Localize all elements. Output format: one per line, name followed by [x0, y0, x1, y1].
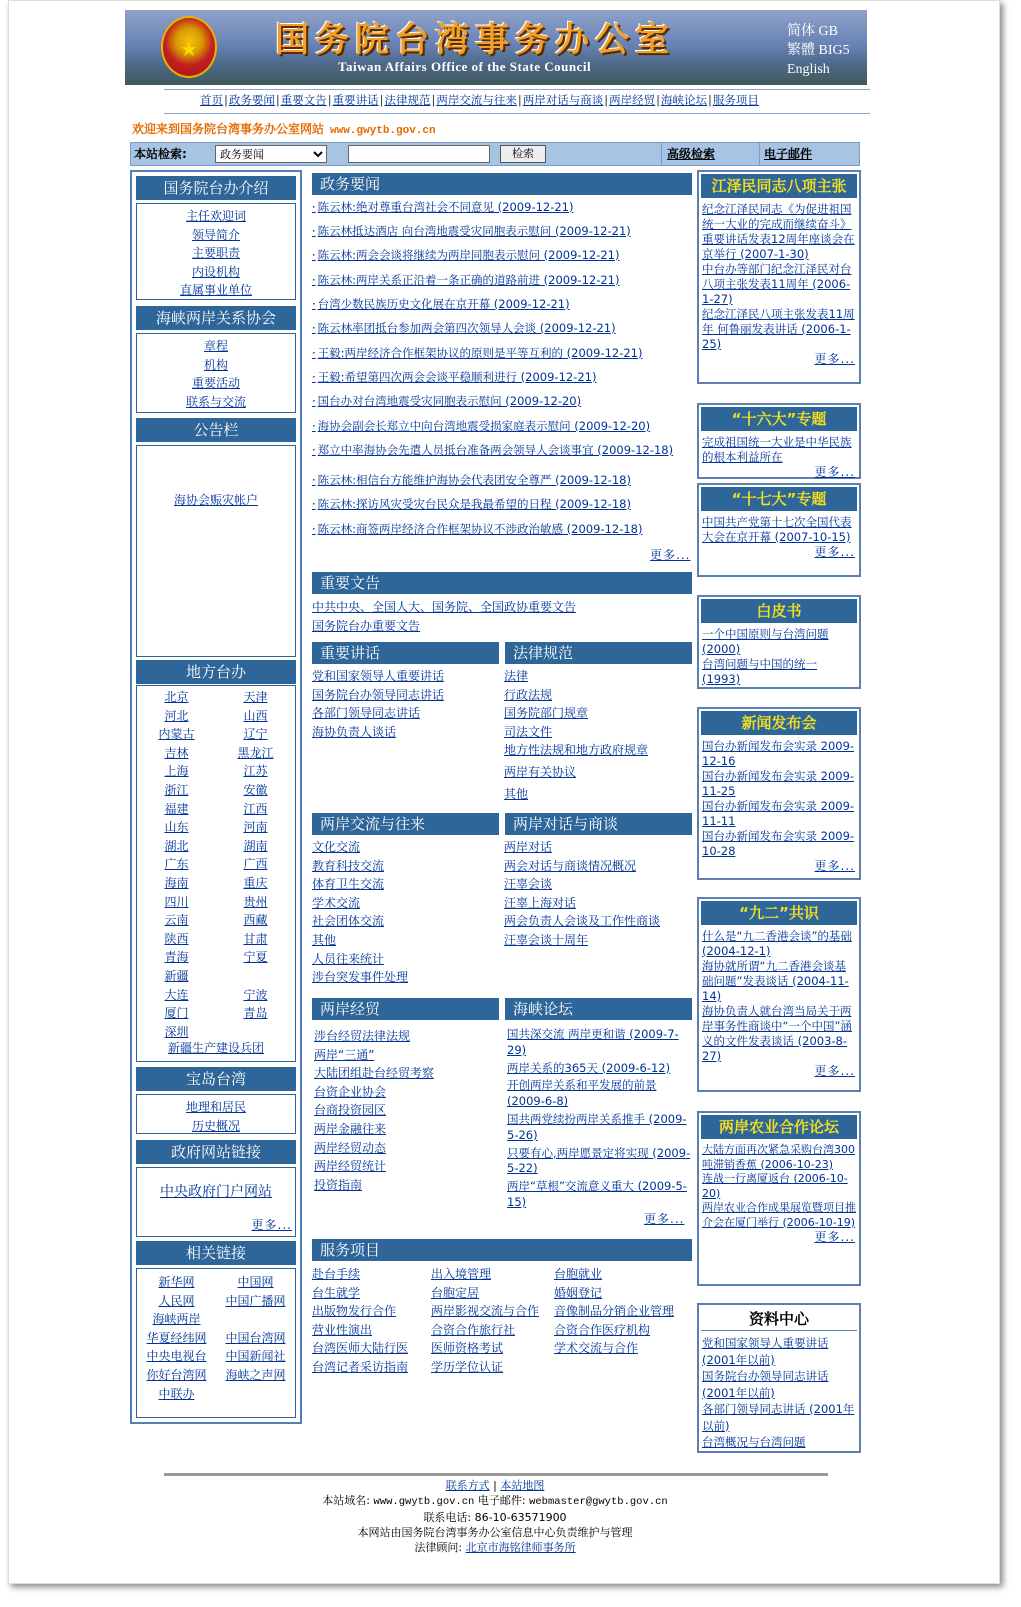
- news-link[interactable]: · 陈云林:探访风灾受灾台民众是我最希望的日程 (2009-12-18): [312, 497, 692, 511]
- local-office-link[interactable]: 青岛: [243, 1006, 268, 1021]
- data-link[interactable]: 台湾概况与台湾问题: [702, 1435, 806, 1449]
- related-link[interactable]: 人民网 海峡两岸: [152, 1293, 201, 1327]
- trade-heading: 两岸经贸: [312, 998, 499, 1020]
- divider: [164, 89, 870, 90]
- forum-link[interactable]: 开创两岸关系和平发展的前景 (2009-6-8): [507, 1078, 657, 1109]
- notice-link[interactable]: 海协会赈灾帐户: [173, 493, 258, 507]
- data-box: [697, 1303, 861, 1453]
- main-nav: [200, 93, 780, 108]
- law-link[interactable]: 地方性法规和地方政府规章: [504, 743, 649, 758]
- news-link[interactable]: · 陈云林率团抵台参加两会第四次领导人会谈 (2009-12-21): [312, 321, 692, 335]
- data-link[interactable]: 党和国家领导人重要讲话 (2001年以前): [702, 1336, 829, 1367]
- law-link[interactable]: 法律: [504, 669, 529, 683]
- trade-link[interactable]: 涉台经贸法律法规: [314, 1029, 411, 1043]
- dialog-link[interactable]: 两岸对话: [504, 840, 553, 854]
- service-link[interactable]: 学历学位认证: [431, 1359, 504, 1374]
- related-link[interactable]: 中国新闻社: [225, 1349, 286, 1364]
- law-link[interactable]: 行政法规: [504, 687, 553, 702]
- news-link[interactable]: · 陈云林:绝对尊重台湾社会不同意见 (2009-12-21): [312, 200, 692, 214]
- speech-link[interactable]: 党和国家领导人重要讲话: [312, 669, 445, 683]
- news-link[interactable]: · 陈云林:相信台方能维护海协会代表团安全尊严 (2009-12-18): [312, 473, 692, 487]
- intro-link[interactable]: 领导简介: [191, 227, 240, 242]
- service-link[interactable]: 合资合作医疗机构: [554, 1322, 651, 1337]
- press-list: [699, 737, 859, 859]
- site-banner: [125, 10, 867, 85]
- nav-separator: |: [708, 93, 712, 107]
- more-link[interactable]: 更多...: [814, 1230, 855, 1244]
- intro-link[interactable]: 主要职责: [191, 246, 240, 260]
- service-link[interactable]: 台胞定居: [431, 1285, 480, 1300]
- local-office-link[interactable]: 新疆: [164, 968, 189, 983]
- c92-link[interactable]: 海协就所谓“九二香港会谈基础问题”发表谈话 (2004-11-14): [702, 959, 849, 1003]
- service-link[interactable]: 学术交流与合作: [554, 1341, 639, 1356]
- c92-link[interactable]: 海协负责人就台湾当局关于两岸事务性商谈中“一个中国”涵义的文件发表谈话 (2003-8-27): [702, 1004, 852, 1063]
- c16-heading: “十六大”专题: [701, 407, 857, 431]
- speech-link[interactable]: 海协负责人谈话: [312, 724, 397, 739]
- island-link[interactable]: 历史概况: [191, 1118, 240, 1133]
- jiang-box: [697, 170, 861, 384]
- white-heading: 白皮书: [701, 599, 857, 623]
- forum-link[interactable]: 国共两党续扮两岸关系推手 (2009-5-26): [507, 1111, 687, 1142]
- nav-link[interactable]: 重要文告: [280, 93, 327, 107]
- lang-big5-link[interactable]: 繁體 BIG5: [787, 43, 850, 58]
- more-link[interactable]: 更多...: [814, 352, 855, 366]
- local-office-link[interactable]: 江苏: [243, 764, 268, 779]
- jiang-list: [699, 200, 859, 352]
- white-box: [697, 595, 861, 689]
- divider: [759, 143, 760, 165]
- dialog-link[interactable]: 两会对话与商谈情况概况: [504, 858, 637, 873]
- banner-subtitle: Taiwan Affairs Office of the State Council: [338, 59, 592, 74]
- agri-link[interactable]: 连战一行离厦返台 (2006-10-20): [702, 1172, 848, 1200]
- maintain-text: 本网站由国务院台湾事务办公室信息中心负责维护与管理: [357, 1526, 633, 1539]
- speech-list: [312, 667, 499, 741]
- exchange-link[interactable]: 社会团体交流: [312, 914, 385, 929]
- more-link[interactable]: 更多...: [251, 1218, 292, 1232]
- service-link[interactable]: 台胞就业: [554, 1267, 603, 1281]
- c92-box: [697, 897, 861, 1092]
- trade-link[interactable]: 大陆团组赴台经贸考察: [314, 1066, 435, 1081]
- trade-link[interactable]: 台资企业协会: [314, 1084, 387, 1099]
- press-link[interactable]: 国台办新闻发布会实录 2009-12-16: [702, 739, 855, 768]
- agri-link[interactable]: 两岸农业合作成果展览暨项目推介会在厦门举行 (2006-10-19): [702, 1201, 856, 1229]
- dialog-link[interactable]: 两会负责人会谈及工作性商谈: [504, 914, 661, 929]
- dialog-link[interactable]: 汪辜会谈十周年: [504, 932, 589, 947]
- law-list: [504, 667, 692, 803]
- agri-list: [699, 1141, 859, 1230]
- data-link[interactable]: 各部门领导同志讲话 (2001年以前): [702, 1402, 855, 1433]
- nav-link[interactable]: 两岸交流与往来: [436, 93, 517, 107]
- related-link[interactable]: 海峡之声网: [225, 1367, 286, 1382]
- dialog-list: [504, 838, 692, 950]
- more-link[interactable]: 更多...: [814, 545, 855, 559]
- assoc-link[interactable]: 机构: [203, 357, 228, 372]
- c17-list: [699, 513, 859, 545]
- more-link[interactable]: 更多...: [650, 548, 691, 562]
- service-col-2: [431, 1265, 553, 1377]
- nav-separator: |: [224, 93, 228, 107]
- related-link[interactable]: 中央电视台: [146, 1349, 207, 1364]
- search-bar: [130, 142, 860, 166]
- docs-link[interactable]: 中共中央、全国人大、国务院、全国政协重要文告: [312, 600, 577, 614]
- trade-link[interactable]: 台商投资园区: [314, 1103, 387, 1118]
- service-link[interactable]: 婚姻登记: [554, 1285, 603, 1300]
- white-link[interactable]: 一个中国原则与台湾问题 (2000): [702, 627, 829, 656]
- speech-link[interactable]: 国务院台办领导同志讲话: [312, 687, 445, 702]
- local-office-link: [216, 1023, 295, 1042]
- local-office-link[interactable]: 湖北: [164, 838, 189, 853]
- local-office-link[interactable]: 吉林: [164, 745, 189, 760]
- search-label: 本站检索:: [134, 147, 187, 161]
- jiang-link[interactable]: 纪念江泽民八项主张发表11周年 何鲁丽发表讲话 (2006-1-25): [702, 307, 855, 351]
- legal-label: 法律顾问:: [414, 1541, 463, 1554]
- language-switcher: [787, 22, 850, 79]
- more-link[interactable]: 更多...: [814, 859, 855, 873]
- trade-link[interactable]: 两岸经贸动态: [314, 1140, 387, 1155]
- jiang-heading: 江泽民同志八项主张: [701, 174, 857, 198]
- exchange-heading: 两岸交流与往来: [312, 813, 499, 835]
- intro-heading: 国务院台办介绍: [136, 176, 296, 200]
- local-office-link[interactable]: 浙江: [164, 782, 189, 797]
- related-heading: 相关链接: [136, 1241, 296, 1265]
- nav-link[interactable]: 两岸对话与商谈: [522, 93, 604, 107]
- exchange-link[interactable]: 涉台突发事件处理: [312, 970, 409, 985]
- local-grid: [137, 686, 295, 1041]
- notice-board: [136, 445, 296, 657]
- c16-list: [699, 433, 859, 465]
- dialog-link[interactable]: 汪辜会谈: [504, 877, 553, 892]
- gov-links: [136, 1167, 296, 1237]
- local-office-link[interactable]: 江西: [243, 801, 268, 816]
- related-link[interactable]: 中国网: [237, 1275, 274, 1289]
- assoc-heading: 海峡两岸关系协会: [136, 306, 296, 330]
- exchange-list: [312, 838, 499, 987]
- law-link[interactable]: 司法文件: [504, 724, 553, 739]
- c17-heading: “十七大”专题: [701, 487, 857, 511]
- forum-heading: 海峡论坛: [505, 998, 692, 1020]
- nav-link[interactable]: 重要讲话: [332, 93, 379, 107]
- c17-box: [697, 483, 861, 577]
- exchange-link[interactable]: 学术交流: [312, 895, 361, 910]
- lang-gb-link[interactable]: 简体 GB: [787, 24, 838, 39]
- site-url: www.gwytb.gov.cn: [330, 125, 436, 137]
- local-office-link[interactable]: 深圳: [164, 1024, 189, 1039]
- island-heading: 宝岛台湾: [136, 1067, 296, 1091]
- local-office-link[interactable]: 青海: [164, 950, 189, 965]
- press-link[interactable]: 国台办新闻发布会实录 2009-11-25: [702, 769, 855, 798]
- related-link[interactable]: 中国广播网: [225, 1293, 286, 1308]
- service-link[interactable]: 赴台手续: [312, 1267, 361, 1281]
- national-emblem-icon: ★: [161, 16, 217, 78]
- notice-heading: 公告栏: [136, 418, 296, 442]
- gov-heading: 政府网站链接: [136, 1140, 296, 1164]
- local-office-link[interactable]: 山西: [243, 708, 268, 723]
- gov-portal-link[interactable]: 中央政府门户网站: [160, 1184, 272, 1200]
- nav-separator: |: [327, 93, 332, 107]
- local-office-link[interactable]: 广西: [243, 857, 268, 872]
- trade-list: [314, 1027, 499, 1194]
- related-link[interactable]: 中联办: [158, 1386, 195, 1401]
- dialog-heading: 两岸对话与商谈: [505, 813, 692, 835]
- nav-link[interactable]: 政务要闻: [228, 93, 275, 107]
- data-link[interactable]: 国务院台办领导同志讲话 (2001年以前): [702, 1369, 829, 1400]
- local-office-link[interactable]: 四川: [164, 894, 189, 909]
- local-office-link[interactable]: 安徽: [243, 782, 268, 797]
- intro-link[interactable]: 直属事业单位: [179, 283, 252, 297]
- local-office-link[interactable]: 广东: [164, 857, 189, 872]
- local-office-link[interactable]: 山东: [164, 820, 189, 835]
- assoc-link[interactable]: 联系与交流: [185, 394, 246, 409]
- c16-link[interactable]: 完成祖国统一大业是中华民族的根本利益所在: [702, 435, 852, 464]
- assoc-link[interactable]: 章程: [203, 339, 228, 353]
- news-link[interactable]: · 郑立中率海协会先遣人员抵台准备两会领导人会谈事宜 (2009-12-18): [312, 443, 692, 457]
- exchange-link[interactable]: 教育科技交流: [312, 858, 385, 873]
- exchange-link[interactable]: 体育卫生交流: [312, 877, 385, 892]
- agri-link[interactable]: 大陆方面再次紧急采购台湾300吨滞销香蕉 (2006-10-23): [702, 1143, 855, 1171]
- forum-list: [507, 1027, 692, 1213]
- local-office-link[interactable]: 重庆: [243, 875, 268, 890]
- related-links: [136, 1268, 296, 1418]
- news-link[interactable]: · 陈云林抵达酒店 向台湾地震受灾同胞表示慰问 (2009-12-21): [312, 224, 692, 238]
- intro-link[interactable]: 主任欢迎词: [185, 209, 246, 223]
- search-input[interactable]: [348, 145, 490, 163]
- c92-link[interactable]: 什么是“九二香港会谈”的基础 (2004-12-1): [702, 929, 852, 958]
- local-office-link[interactable]: 河南: [243, 820, 268, 835]
- assoc-link[interactable]: 重要活动: [191, 376, 240, 390]
- news-list: [312, 200, 692, 570]
- local-office-link[interactable]: 西藏: [243, 913, 268, 928]
- service-link[interactable]: 出入境管理: [431, 1267, 492, 1281]
- nav-separator: |: [604, 93, 609, 107]
- legal-link[interactable]: 北京市海铭律师事务所: [465, 1541, 576, 1554]
- advanced-search-link[interactable]: 高级检索: [667, 147, 716, 161]
- news-link[interactable]: · 台湾少数民族历史文化展在京开幕 (2009-12-21): [312, 297, 692, 311]
- trade-link[interactable]: 两岸经贸统计: [314, 1159, 387, 1174]
- service-link[interactable]: 医师资格考试: [431, 1341, 504, 1356]
- nav-link[interactable]: 法律规范: [384, 93, 431, 107]
- trade-link[interactable]: 两岸“三通”: [314, 1047, 375, 1062]
- jiang-link[interactable]: 纪念江泽民同志《为促进祖国统一大业的完成而继续奋斗》重要讲话发表12周年座谈会在京举行 (2007-1-30): [702, 202, 855, 261]
- nav-link[interactable]: 首页: [200, 93, 223, 107]
- local-office-link[interactable]: 宁夏: [243, 950, 268, 965]
- service-link[interactable]: 台湾医师大陆行医: [312, 1341, 409, 1356]
- service-link[interactable]: 台生就学: [312, 1285, 361, 1300]
- local-offices: [136, 685, 296, 1062]
- nav-separator: |: [379, 93, 384, 107]
- more-link[interactable]: 更多...: [814, 465, 855, 479]
- nav-separator: |: [656, 93, 660, 107]
- local-office-link[interactable]: 大连: [164, 987, 189, 1002]
- more-link[interactable]: 更多...: [644, 1212, 685, 1226]
- lang-english-link[interactable]: English: [787, 62, 830, 77]
- banner-title: 国务院台湾事务办公室: [275, 20, 675, 60]
- search-category-select[interactable]: [215, 145, 327, 163]
- contact-link[interactable]: 联系方式: [445, 1479, 490, 1492]
- domain-value: www.gwytb.gov.cn: [373, 1496, 475, 1508]
- law-link[interactable]: 两岸有关协议: [504, 764, 577, 779]
- local-office-link[interactable]: 云南: [164, 913, 189, 928]
- c16-box: [697, 403, 861, 479]
- trade-link[interactable]: 投资指南: [314, 1177, 363, 1192]
- related-link[interactable]: 中国台湾网: [225, 1330, 286, 1345]
- c17-link[interactable]: 中国共产党第十七次全国代表大会在京开幕 (2007-10-15): [702, 515, 852, 544]
- related-link: [216, 1385, 295, 1404]
- c92-list: [699, 927, 859, 1064]
- white-link[interactable]: 台湾问题与中国的统一 (1993): [702, 657, 817, 686]
- domain-label: 本站域名:: [322, 1494, 371, 1507]
- service-link[interactable]: 台湾记者采访指南: [312, 1359, 409, 1374]
- service-link[interactable]: 两岸影视交流与合作: [431, 1304, 540, 1319]
- news-link[interactable]: · 陈云林:两岸关系正沿着一条正确的道路前进 (2009-12-21): [312, 273, 692, 287]
- assoc-list: [136, 333, 296, 413]
- news-link[interactable]: · 国台办对台湾地震受灾同胞表示慰问 (2009-12-20): [312, 394, 692, 408]
- nav-link[interactable]: 海峡论坛: [661, 93, 707, 107]
- trade-link[interactable]: 两岸金融往来: [314, 1121, 387, 1136]
- local-office-link[interactable]: 陕西: [164, 931, 189, 946]
- related-link[interactable]: 你好台湾网: [146, 1367, 207, 1382]
- docs-heading: 重要文告: [312, 572, 692, 594]
- press-link[interactable]: 国台办新闻发布会实录 2009-11-11: [702, 799, 855, 828]
- footer: 联系方式 | 本站地图 本站域名: www.gwytb.gov.cn 电子邮件: webmaster@gwytb.gov.cn 联系电话: 86-10-63571900 本网站由国务院台湾事务办公室信息中心负责维护与管理 法律顾问: 北京市海铭律师事务所: [180, 1478, 810, 1555]
- speech-heading: 重要讲话: [312, 642, 499, 664]
- local-office-link[interactable]: 天津: [243, 690, 268, 704]
- more-link[interactable]: 更多...: [814, 1064, 855, 1078]
- local-office-link[interactable]: 贵州: [243, 894, 268, 909]
- email-link[interactable]: 电子邮件: [764, 147, 813, 161]
- local-office-link[interactable]: 宁波: [243, 987, 268, 1002]
- service-col-3: [554, 1265, 692, 1358]
- email-value: webmaster@gwytb.gov.cn: [529, 1496, 668, 1508]
- divider: [164, 113, 870, 114]
- c92-heading: “九二”共识: [701, 901, 857, 925]
- local-office-link[interactable]: 福建: [164, 801, 189, 816]
- forum-link[interactable]: 只要有心,两岸愿景定将实现 (2009-5-22): [507, 1145, 691, 1176]
- local-office-link[interactable]: 辽宁: [243, 727, 268, 742]
- related-link[interactable]: 华夏经纬网: [146, 1330, 207, 1345]
- island-list: [136, 1094, 296, 1134]
- phone-text: 联系电话: 86-10-63571900: [423, 1511, 567, 1524]
- jiang-link[interactable]: 中台办等部门纪念江泽民对台八项主张发表11周年 (2006-1-27): [702, 262, 852, 306]
- search-button[interactable]: 检索: [500, 145, 546, 163]
- welcome-text: 欢迎来到国务院台湾事务办公室网站: [132, 122, 325, 136]
- local-office-link[interactable]: 河北: [164, 708, 189, 723]
- data-list: [699, 1333, 859, 1451]
- news-link[interactable]: · 王毅:两岸经济合作框架协议的原则是平等互利的 (2009-12-21): [312, 346, 692, 360]
- news-link[interactable]: · 海协会副会长郑立中向台湾地震受损家庭表示慰问 (2009-12-20): [312, 419, 692, 433]
- press-link[interactable]: 国台办新闻发布会实录 2009-10-28: [702, 829, 855, 858]
- local-office-link[interactable]: 甘肃: [243, 931, 268, 946]
- nav-separator: |: [275, 93, 280, 107]
- data-heading: 资料中心: [701, 1307, 857, 1331]
- local-office-link[interactable]: 北京: [164, 690, 189, 704]
- law-heading: 法律规范: [505, 642, 692, 664]
- related-link[interactable]: 新华网: [158, 1275, 195, 1289]
- welcome-banner: [132, 122, 436, 138]
- local-office-link[interactable]: 新疆生产建设兵团: [167, 1041, 264, 1056]
- nav-link[interactable]: 两岸经贸: [609, 93, 656, 107]
- speech-link[interactable]: 各部门领导同志讲话: [312, 706, 421, 721]
- related-grid: [137, 1271, 295, 1403]
- local-office-link[interactable]: 黑龙江: [237, 745, 274, 760]
- nav-link[interactable]: 服务项目: [712, 93, 759, 107]
- local-heading: 地方台办: [136, 660, 296, 684]
- forum-link[interactable]: 国共深交流 两岸更和谐 (2009-7-29): [507, 1027, 679, 1057]
- island-link[interactable]: 地理和居民: [185, 1100, 246, 1114]
- exchange-link[interactable]: 文化交流: [312, 840, 361, 854]
- news-link[interactable]: · 陈云林:两会会谈将继续为两岸同胞表示慰问 (2009-12-21): [312, 248, 692, 262]
- forum-link[interactable]: 两岸“草根”交流意义重大 (2009-5-15): [507, 1179, 687, 1209]
- intro-list: [136, 203, 296, 300]
- press-heading: 新闻发布会: [701, 711, 857, 735]
- law-link[interactable]: 国务院部门规章: [504, 706, 589, 721]
- agri-heading: 两岸农业合作论坛: [701, 1115, 857, 1139]
- sitemap-link[interactable]: 本站地图: [500, 1479, 545, 1492]
- local-office-link: [216, 967, 295, 986]
- press-box: [697, 707, 861, 880]
- local-office-link[interactable]: 上海: [164, 764, 189, 779]
- service-link[interactable]: 合资合作旅行社: [431, 1322, 516, 1337]
- exchange-link[interactable]: 人员往来统计: [312, 951, 385, 966]
- local-office-link[interactable]: 湖南: [243, 838, 268, 853]
- divider: [661, 143, 662, 165]
- local-office-link[interactable]: 内蒙古: [158, 727, 195, 742]
- intro-link[interactable]: 内设机构: [191, 264, 240, 279]
- news-heading: 政务要闻: [312, 173, 692, 195]
- footer-divider: [164, 1473, 828, 1476]
- service-heading: 服务项目: [312, 1239, 692, 1261]
- nav-separator: |: [517, 93, 522, 107]
- docs-list: [312, 598, 692, 635]
- forum-link[interactable]: 两岸关系的365天 (2009-6-12): [507, 1060, 671, 1075]
- service-link[interactable]: 音像制品分销企业管理: [554, 1304, 675, 1319]
- agri-box: [697, 1111, 861, 1286]
- news-link[interactable]: · 陈云林:商签两岸经济合作框架协议不涉政治敏感 (2009-12-18): [312, 522, 692, 536]
- exchange-link[interactable]: 其他: [312, 932, 337, 947]
- docs-link[interactable]: 国务院台办重要文告: [312, 618, 421, 633]
- left-sidebar: [130, 170, 302, 1424]
- service-link[interactable]: 出版物发行合作: [312, 1304, 397, 1319]
- local-office-link[interactable]: 海南: [164, 875, 189, 890]
- service-link[interactable]: 营业性演出: [312, 1322, 373, 1337]
- white-list: [699, 625, 859, 687]
- dialog-link[interactable]: 汪辜上海对话: [504, 895, 577, 910]
- law-link[interactable]: 其他: [504, 786, 529, 801]
- news-link[interactable]: · 王毅:希望第四次两会会谈平稳顺利进行 (2009-12-21): [312, 370, 692, 384]
- nav-separator: |: [431, 93, 436, 107]
- email-label: 电子邮件:: [477, 1494, 526, 1507]
- service-col-1: [312, 1265, 430, 1377]
- local-office-link[interactable]: 厦门: [164, 1006, 189, 1021]
